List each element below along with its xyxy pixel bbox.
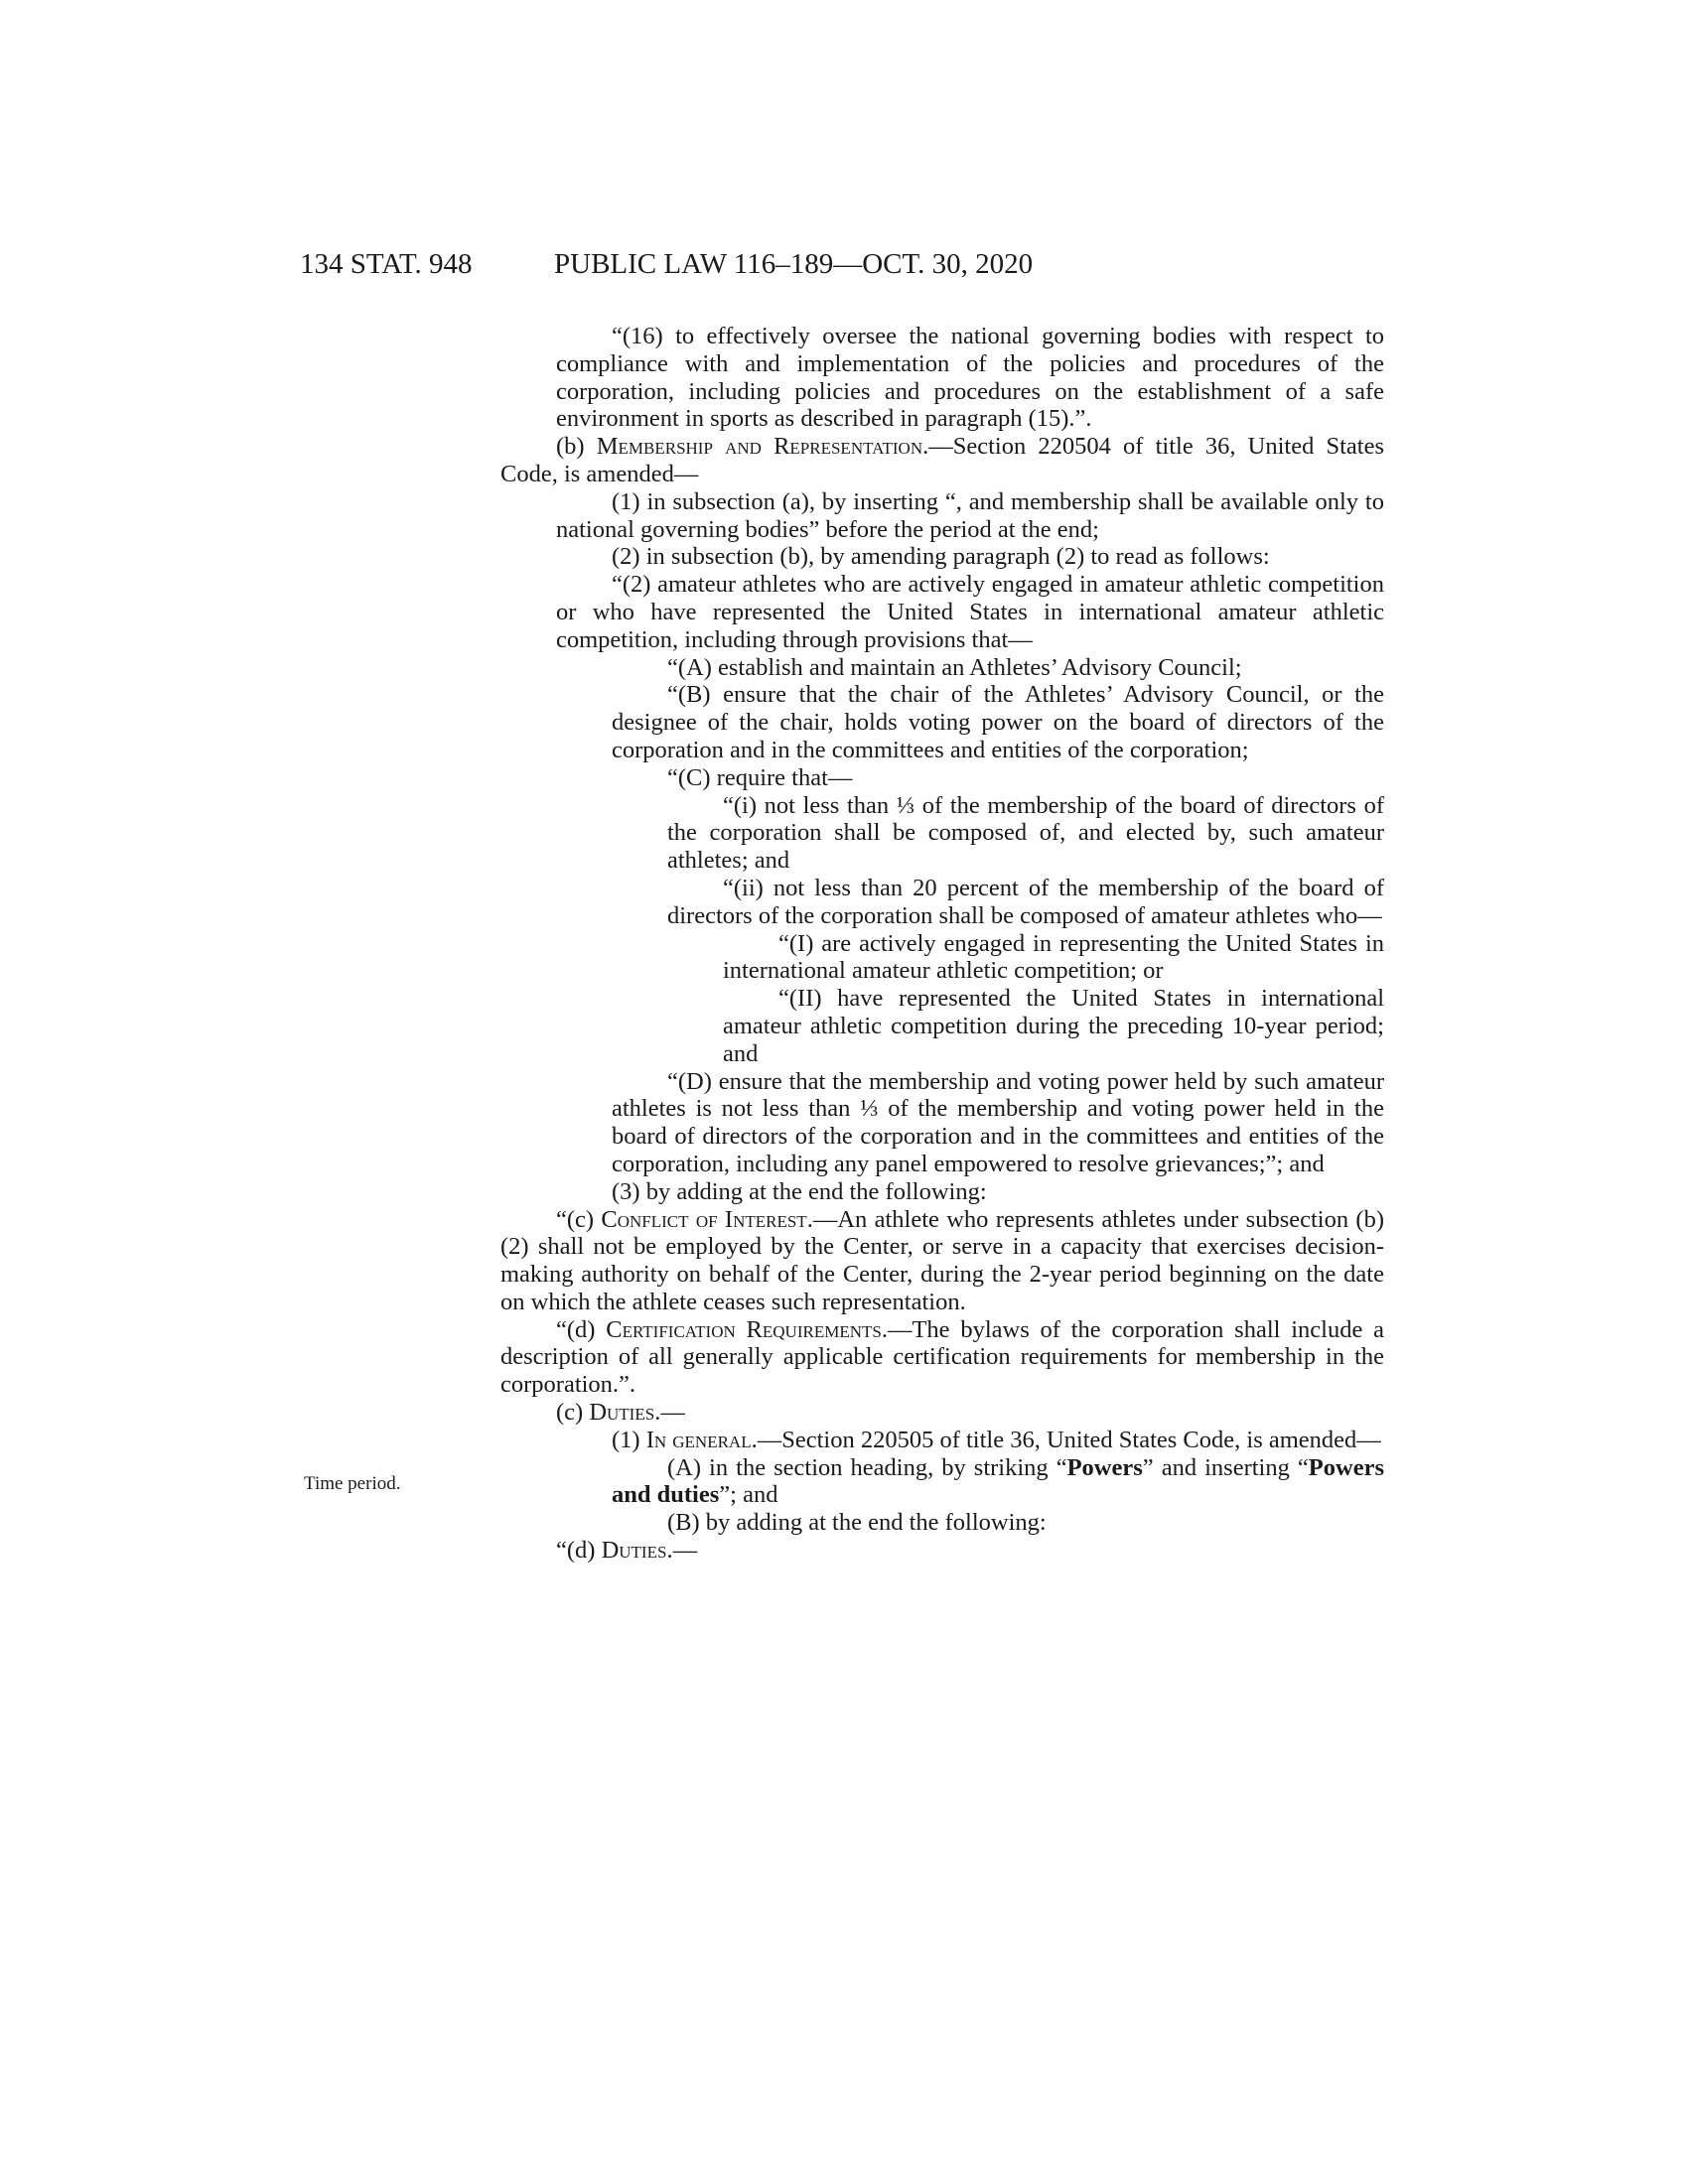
- section-heading: Certification Requirements: [606, 1315, 882, 1343]
- subsection-c-conflict: “(c) Conflict of Interest.—An athlete who represents athletes under subsection (b)(2) shall not be employed by the Center, or serve in a capacity that exercises decision-making authority on behalf of the Center, during the 2-year period beginning on the date on which the athlete ceases such representation.: [500, 1205, 1384, 1315]
- section-heading: Duties: [601, 1537, 667, 1565]
- page-stat-citation: 134 STAT. 948: [300, 248, 473, 280]
- subsection-d-duties: “(d) Duties.—: [556, 1537, 698, 1565]
- subclause-I: “(I) are actively engaged in representing the United States in international amateur athletic competition; or: [723, 929, 1384, 985]
- quoted-paragraph-2: “(2) amateur athletes who are actively engaged in amateur athletic competition or who have represented the United States in international amateur athletic competition, including through provisions that—: [556, 571, 1384, 653]
- paragraph-1: (1) in subsection (a), by inserting “, and membership shall be available only to national governing bodies” before the period at the end;: [556, 487, 1384, 543]
- document-body: [500, 323, 1384, 1565]
- section-heading: Conflict of Interest: [601, 1205, 807, 1233]
- clause-ii: “(ii) not less than 20 percent of the membership of the board of directors of the corporation shall be composed of amateur athletes who—: [667, 874, 1384, 929]
- subparagraph-d: “(D) ensure that the membership and voting power held by such amateur athletes is not less than ⅓ of the membership and voting power held in the board of directors of the corporation and in the committees and entities of the corporation, including any panel empowered to resolve grievances;”; and: [612, 1067, 1384, 1177]
- clause-i: “(i) not less than ⅓ of the membership of the board of directors of the corporation shall be composed of, and elected by, such amateur athletes; and: [667, 791, 1384, 875]
- subparagraph-b: “(B) ensure that the chair of the Athletes’ Advisory Council, or the designee of the chair, holds voting power on the board of directors of the corporation and in the committees and entities of the corporation;: [612, 681, 1384, 763]
- margin-note: Time period.: [304, 1473, 401, 1494]
- subparagraph-a-heading-amendment: (A) in the section heading, by striking “Powers” and inserting “Powers and duties”; and: [612, 1453, 1384, 1509]
- subclause-II: “(II) have represented the United States in international amateur athletic competition during the preceding 10-year period; and: [723, 985, 1384, 1067]
- subsection-b-membership: (b) Membership and Representation.—Section 220504 of title 36, United States Code, is amended—: [500, 433, 1384, 487]
- subsection-d-certification: “(d) Certification Requirements.—The bylaws of the corporation shall include a description of all generally applicable certification requirements for membership in the corporation.”.: [500, 1315, 1384, 1399]
- paragraph-3: (3) by adding at the end the following:: [612, 1177, 987, 1205]
- section-heading: Membership and Representation: [596, 433, 923, 461]
- paragraph-1-in-general: (1) In general.—Section 220505 of title 36, United States Code, is amended—: [612, 1426, 1381, 1453]
- paragraph-16: “(16) to effectively oversee the national governing bodies with respect to compliance with and implementation of the policies and procedures of the corporation, including policies and procedures on the establishment of a safe environment in sports as described in paragraph (15).”.: [556, 323, 1384, 433]
- paragraph-2: (2) in subsection (b), by amending paragraph (2) to read as follows:: [612, 543, 1270, 571]
- bold-term: Powers and duties: [612, 1453, 1384, 1509]
- page-header-title: PUBLIC LAW 116–189—OCT. 30, 2020: [554, 248, 1034, 280]
- section-heading: Duties: [589, 1399, 655, 1427]
- subsection-c-duties: (c) Duties.—: [556, 1399, 685, 1427]
- subparagraph-b-adding: (B) by adding at the end the following:: [667, 1509, 1047, 1537]
- subparagraph-c: “(C) require that—: [667, 763, 853, 791]
- section-heading: In general: [645, 1426, 752, 1453]
- subparagraph-a: “(A) establish and maintain an Athletes’ Advisory Council;: [667, 653, 1242, 681]
- bold-term: Powers: [1066, 1453, 1143, 1481]
